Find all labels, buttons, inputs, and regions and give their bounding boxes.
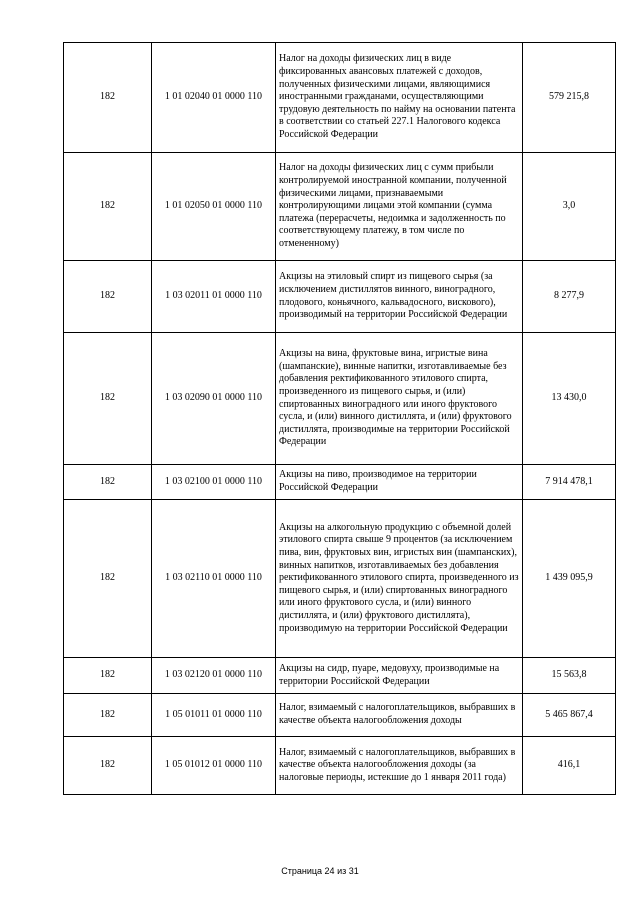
revenue-name-cell: Акцизы на алкогольную продукцию с объемной долей этилового спирта свыше 9 процентов (за исключением пива, вин, фруктовых вин, игристых вин (шампанских), винных напитков, изготавливаемых без добавления ректификованного этилового спирта, произведенного из пищевого сырья, и (или) спиртованных виноградного или иного фруктового сусла, и (или) винного дистиллята, и (или) фруктового дистиллята), производимую на территории Российской Федерации xyxy=(276,500,523,658)
amount-cell: 7 914 478,1 xyxy=(523,465,616,500)
budget-code-cell: 1 05 01012 01 0000 110 xyxy=(152,737,276,795)
table-row xyxy=(64,333,616,465)
amount-cell: 13 430,0 xyxy=(523,333,616,465)
admin-code-cell: 182 xyxy=(64,333,152,465)
revenue-name-cell: Акцизы на сидр, пуаре, медовуху, производимые на территории Российской Федерации xyxy=(276,658,523,694)
table-row xyxy=(64,261,616,333)
budget-code-cell: 1 01 02050 01 0000 110 xyxy=(152,153,276,261)
revenue-name-cell: Налог на доходы физических лиц в виде фиксированных авансовых платежей с доходов, полученных физическими лицами, являющимися иностранными гражданами, осуществляющими трудовую деятельность по найму на основании патента в соответствии со статьей 227.1 Налогового кодекса Российской Федерации xyxy=(276,43,523,153)
amount-cell: 5 465 867,4 xyxy=(523,694,616,737)
revenue-name-cell: Налог, взимаемый с налогоплательщиков, выбравших в качестве объекта налогообложения доходы xyxy=(276,694,523,737)
amount-cell: 3,0 xyxy=(523,153,616,261)
table-row xyxy=(64,694,616,737)
table-row xyxy=(64,500,616,658)
table-row xyxy=(64,737,616,795)
budget-code-cell: 1 03 02100 01 0000 110 xyxy=(152,465,276,500)
budget-code-cell: 1 03 02011 01 0000 110 xyxy=(152,261,276,333)
admin-code-cell: 182 xyxy=(64,694,152,737)
revenue-name-cell: Налог на доходы физических лиц с сумм прибыли контролируемой иностранной компании, полученной физическими лицами, признаваемыми контролирующими лицами этой компании (сумма платежа (перерасчеты, недоимка и задолженность по соответствующему платежу, в том числе по отмененному) xyxy=(276,153,523,261)
budget-code-cell: 1 05 01011 01 0000 110 xyxy=(152,694,276,737)
admin-code-cell: 182 xyxy=(64,261,152,333)
budget-code-cell: 1 01 02040 01 0000 110 xyxy=(152,43,276,153)
page-number: Страница 24 из 31 xyxy=(281,866,359,876)
admin-code-cell: 182 xyxy=(64,737,152,795)
amount-cell: 579 215,8 xyxy=(523,43,616,153)
admin-code-cell: 182 xyxy=(64,465,152,500)
admin-code-cell: 182 xyxy=(64,658,152,694)
budget-code-cell: 1 03 02090 01 0000 110 xyxy=(152,333,276,465)
admin-code-cell: 182 xyxy=(64,43,152,153)
table-row xyxy=(64,153,616,261)
revenue-table xyxy=(63,42,616,795)
amount-cell: 8 277,9 xyxy=(523,261,616,333)
table-row xyxy=(64,465,616,500)
table-row xyxy=(64,658,616,694)
amount-cell: 416,1 xyxy=(523,737,616,795)
revenue-name-cell: Налог, взимаемый с налогоплательщиков, выбравших в качестве объекта налогообложения доходы (за налоговые периоды, истекшие до 1 января 2011 года) xyxy=(276,737,523,795)
amount-cell: 15 563,8 xyxy=(523,658,616,694)
admin-code-cell: 182 xyxy=(64,153,152,261)
budget-code-cell: 1 03 02120 01 0000 110 xyxy=(152,658,276,694)
admin-code-cell: 182 xyxy=(64,500,152,658)
budget-code-cell: 1 03 02110 01 0000 110 xyxy=(152,500,276,658)
revenue-name-cell: Акцизы на этиловый спирт из пищевого сырья (за исключением дистиллятов винного, виноградного, плодового, коньячного, кальвадосного, вискового), производимый на территории Российской Федерации xyxy=(276,261,523,333)
revenue-name-cell: Акцизы на вина, фруктовые вина, игристые вина (шампанские), винные напитки, изготавливаемые без добавления ректификованного этилового спирта, произведенного из пищевого сырья, и (или) спиртованных виноградного или иного фруктового сусла, и (или) винного дистиллята, и (или) фруктового дистиллята, производимые на территории Российской Федерации xyxy=(276,333,523,465)
revenue-name-cell: Акцизы на пиво, производимое на территории Российской Федерации xyxy=(276,465,523,500)
amount-cell: 1 439 095,9 xyxy=(523,500,616,658)
table-row xyxy=(64,43,616,153)
